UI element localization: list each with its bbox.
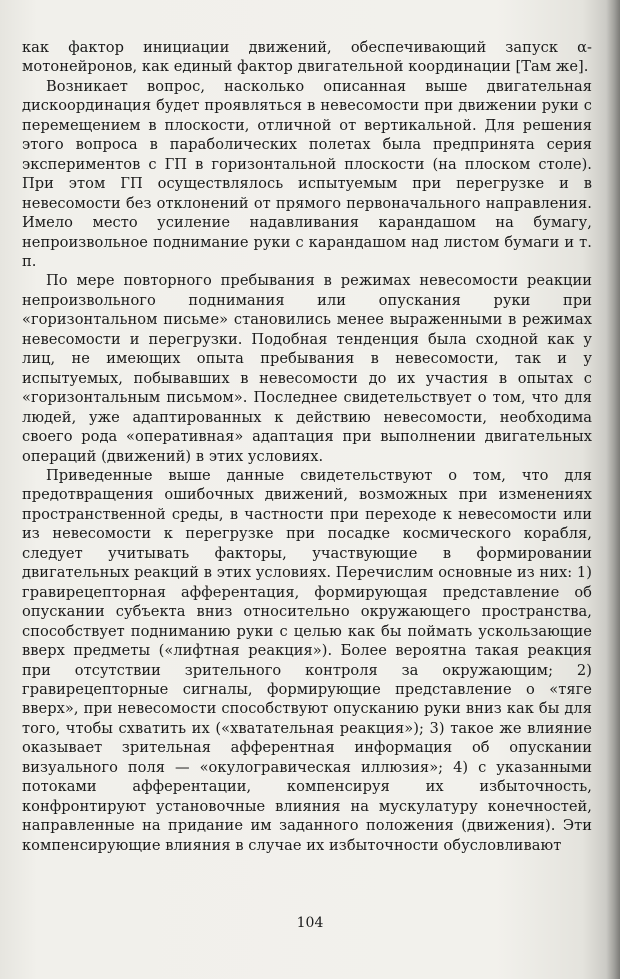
paragraph-continuation: как фактор инициации движений, обеспечивающий запуск α-мотонейронов, как единый фактор двигательной координации [Там же].: [22, 39, 592, 76]
paragraph-question: Возникает вопрос, насколько описанная выше двигательная дискоординация будет проявляться в невесомости при движении руки с перемещением в плоскости, отличной от вертикальной. Для решения этого вопроса в параболических полетах была предпринята серия экспериментов с ГП в горизонтальной плоскости (на плоском столе). При этом ГП осуществлялось испытуемым при перегрузке и в невесомости без отклонений от прямого первоначального направления. Имело место усиление надавливания карандашом на бумагу, непроизвольное поднимание руки с карандашом над листом бумаги и т. п.: [22, 77, 592, 270]
body-text: [22, 38, 592, 855]
page-number: 104: [296, 915, 324, 931]
page-edge-shadow: [606, 0, 620, 979]
paragraph-conclusions: Приведенные выше данные свидетельствуют о том, что для предотвращения ошибочных движений, возможных при изменениях пространственной среды, в частности при переходе к невесомости или из невесомости к перегрузке при посадке космического корабля, следует учитывать факторы, участвующие в формировании двигательных реакций в этих условиях. Перечислим основные из них: 1) гравирецепторная афферентация, формирующая представление об опускании субъекта вниз относительно окружающего пространства, способствует подниманию руки с целью как бы поймать ускользающие вверх предметы («лифтная реакция»). Более вероятна такая реакция при отсутствии зрительного контроля за окружающим; 2) гравирецепторные сигналы, формирующие представление о «тяге вверх», при невесомости способствуют опусканию руки вниз как бы для того, чтобы схватить их («хватательная реакция»); 3) такое же влияние оказывает зрительная афферентная информация об опускании визуального поля — «окулогравическая иллюзия»; 4) с указанными потоками афферентации, компенсируя их избыточность, конфронтируют установочные влияния на мускулатуру конечностей, направленные на придание им заданного положения (движения). Эти компенсирующие влияния в случае их избыточности обусловливают: [22, 466, 592, 854]
paragraph-repeated-exposure: По мере повторного пребывания в режимах невесомости реакции непроизвольного поднимания или опускания руки при «горизонтальном письме» становились менее выраженными в режимах невесомости и перегрузки. Подобная тенденция была сходной как у лиц, не имеющих опыта пребывания в невесомости, так и у испытуемых, побывавших в невесомости до их участия в опытах с «горизонтальным письмом». Последнее свидетельствует о том, что для людей, уже адаптированных к действию невесомости, необходима своего рода «оперативная» адаптация при выполнении двигательных операций (движений) в этих условиях.: [22, 272, 592, 465]
